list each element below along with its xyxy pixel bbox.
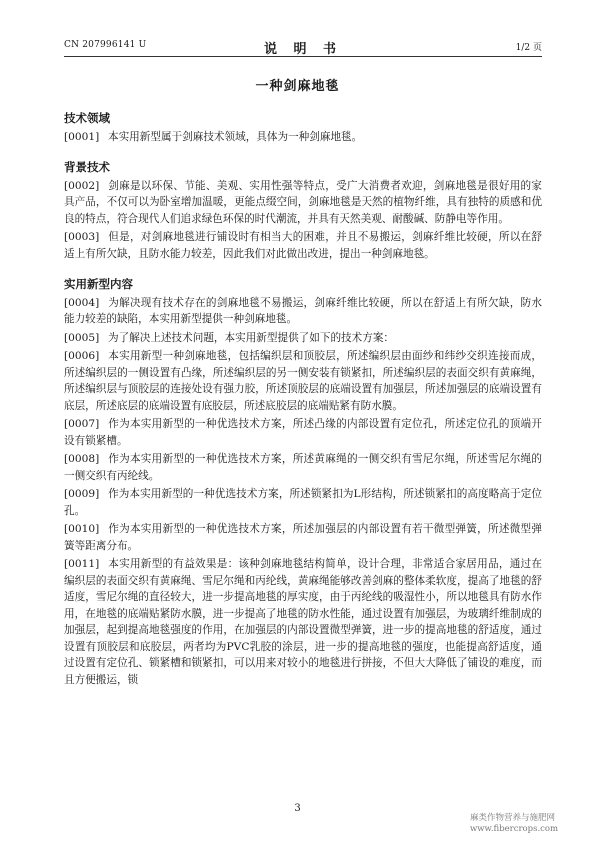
paragraph-0011 xyxy=(64,556,542,688)
section-heading: 技术领域 xyxy=(64,111,110,125)
paragraph-text: 为解决现有技术存在的剑麻地毯不易搬运，剑麻纤维比较硬，所以在舒适上有所欠缺，防水能力较差的缺陷，本实用新型提供一种剑麻地毯。 xyxy=(64,296,542,325)
paragraph-0001 xyxy=(64,129,542,146)
paragraph-0004 xyxy=(64,295,542,328)
page-indicator: 1/2 页 xyxy=(515,43,542,53)
document-type: 说 明 书 xyxy=(263,42,343,57)
paragraph-number: [0009] xyxy=(64,488,100,500)
paragraph-number: [0007] xyxy=(64,418,100,430)
section-heading: 实用新型内容 xyxy=(64,277,133,291)
paragraph-0003 xyxy=(64,229,542,262)
header-divider xyxy=(64,56,542,57)
paragraph-number: [0004] xyxy=(64,296,100,309)
paragraph-text: 本实用新型的有益效果是：该种剑麻地毯结构简单，设计合理，非常适合家居用品，通过在编织层的表面交织有黄麻绳、雪尼尔绳和丙纶线，黄麻绳能够改善剑麻的整体柔软度，提高了地毯的舒适度，雪尼尔绳的直径较大，进一步提高地毯的厚实度，由于丙纶线的吸湿性小，所以地毯具有防水作用，在地毯的底端贴紧防水膜，进一步提高了地毯的防水性能，通过设置有加强层，为玻璃纤维制成的加强层，起到提高地毯强度的作用，在加强层的内部设置微型弹簧，进一步的提高地毯的舒适度，通过设置有顶胶层和底胶层，两者均为PVC乳胶的涂层，进一步的提高地毯的强度，也能提高舒适度，通过设置有定位孔、锁紧槽和锁紧扣，可以用来对较小的地毯进行拼接，不但大大降低了铺设的难度，而且方便搬运，锁 xyxy=(64,558,542,686)
paragraph-0006 xyxy=(64,348,542,414)
paragraph-number: [0002] xyxy=(64,179,100,192)
paragraph-0007 xyxy=(64,416,542,449)
paragraph-number: [0010] xyxy=(64,523,100,535)
document-body xyxy=(64,110,542,690)
paragraph-text: 但是，对剑麻地毯进行铺设时有相当大的困难，并且不易搬运，剑麻纤维比较硬，所以在舒适上有所欠缺，且防水能力较差，因此我们对此做出改进，提出一种剑麻地毯。 xyxy=(64,231,542,260)
paragraph-number: [0006] xyxy=(64,350,100,362)
paragraph-text: 本实用新型属于剑麻技术领域，具体为一种剑麻地毯。 xyxy=(108,130,363,143)
document-title: 一种剑麻地毯 xyxy=(255,79,340,94)
paragraph-0008 xyxy=(64,451,542,484)
paragraph-text: 为了解决上述技术问题，本实用新型提供了如下的技术方案： xyxy=(108,331,395,344)
watermark-site-name: 麻类作物营养与施肥网 xyxy=(470,813,556,823)
site-watermark xyxy=(470,813,590,835)
paragraph-number: [0011] xyxy=(64,558,100,570)
paragraph-0005 xyxy=(64,330,542,347)
paragraph-text: 作为本实用新型的一种优选技术方案，所述凸缘的内部设置有定位孔，所述定位孔的顶端开设有锁紧槽。 xyxy=(64,418,542,447)
paragraph-0010 xyxy=(64,521,542,554)
paragraph-number: [0001] xyxy=(64,130,100,143)
page-number: 3 xyxy=(294,803,301,814)
paragraph-0009 xyxy=(64,486,542,519)
paragraph-number: [0005] xyxy=(64,331,100,344)
section-heading: 背景技术 xyxy=(64,160,110,174)
watermark-url: www.fibercrops.com xyxy=(470,824,559,834)
document-number: CN 207996141 U xyxy=(64,40,147,50)
paragraph-text: 本实用新型一种剑麻地毯，包括编织层和顶胶层，所述编织层由面纱和纬纱交织连接而成，所述编织层的一侧设置有凸缘，所述编织层的另一侧安装有锁紧扣，所述编织层的表面交织有黄麻绳，所述编织层与顶胶层的连接处设有强力胶，所述顶胶层的底端设置有加强层，所述加强层的底端设置有底层，所述底层的底端设置有底胶层，所述底胶层的底端贴紧有防水膜。 xyxy=(64,350,542,412)
paragraph-number: [0008] xyxy=(64,453,100,465)
paragraph-text: 剑麻是以环保、节能、美观、实用性强等特点，受广大消费者欢迎，剑麻地毯是很好用的家具产品，不仅可以为卧室增加温暖，更能点缀空间，剑麻地毯是天然的植物纤维，具有独特的质感和优良的特点，符合现代人们追求绿色环保的时代潮流，并具有天然美观、耐酸碱、防静电等作用。 xyxy=(64,179,542,225)
paragraph-0002 xyxy=(64,178,542,228)
paragraph-text: 作为本实用新型的一种优选技术方案，所述加强层的内部设置有若干微型弹簧，所述微型弹簧等距离分布。 xyxy=(64,523,542,552)
page-header xyxy=(64,38,542,57)
paragraph-text: 作为本实用新型的一种优选技术方案，所述锁紧扣为L形结构，所述锁紧扣的高度略高于定位孔。 xyxy=(64,488,542,517)
paragraph-text: 作为本实用新型的一种优选技术方案，所述黄麻绳的一侧交织有雪尼尔绳，所述雪尼尔绳的一侧交织有丙纶线。 xyxy=(64,453,542,482)
paragraph-number: [0003] xyxy=(64,231,100,243)
